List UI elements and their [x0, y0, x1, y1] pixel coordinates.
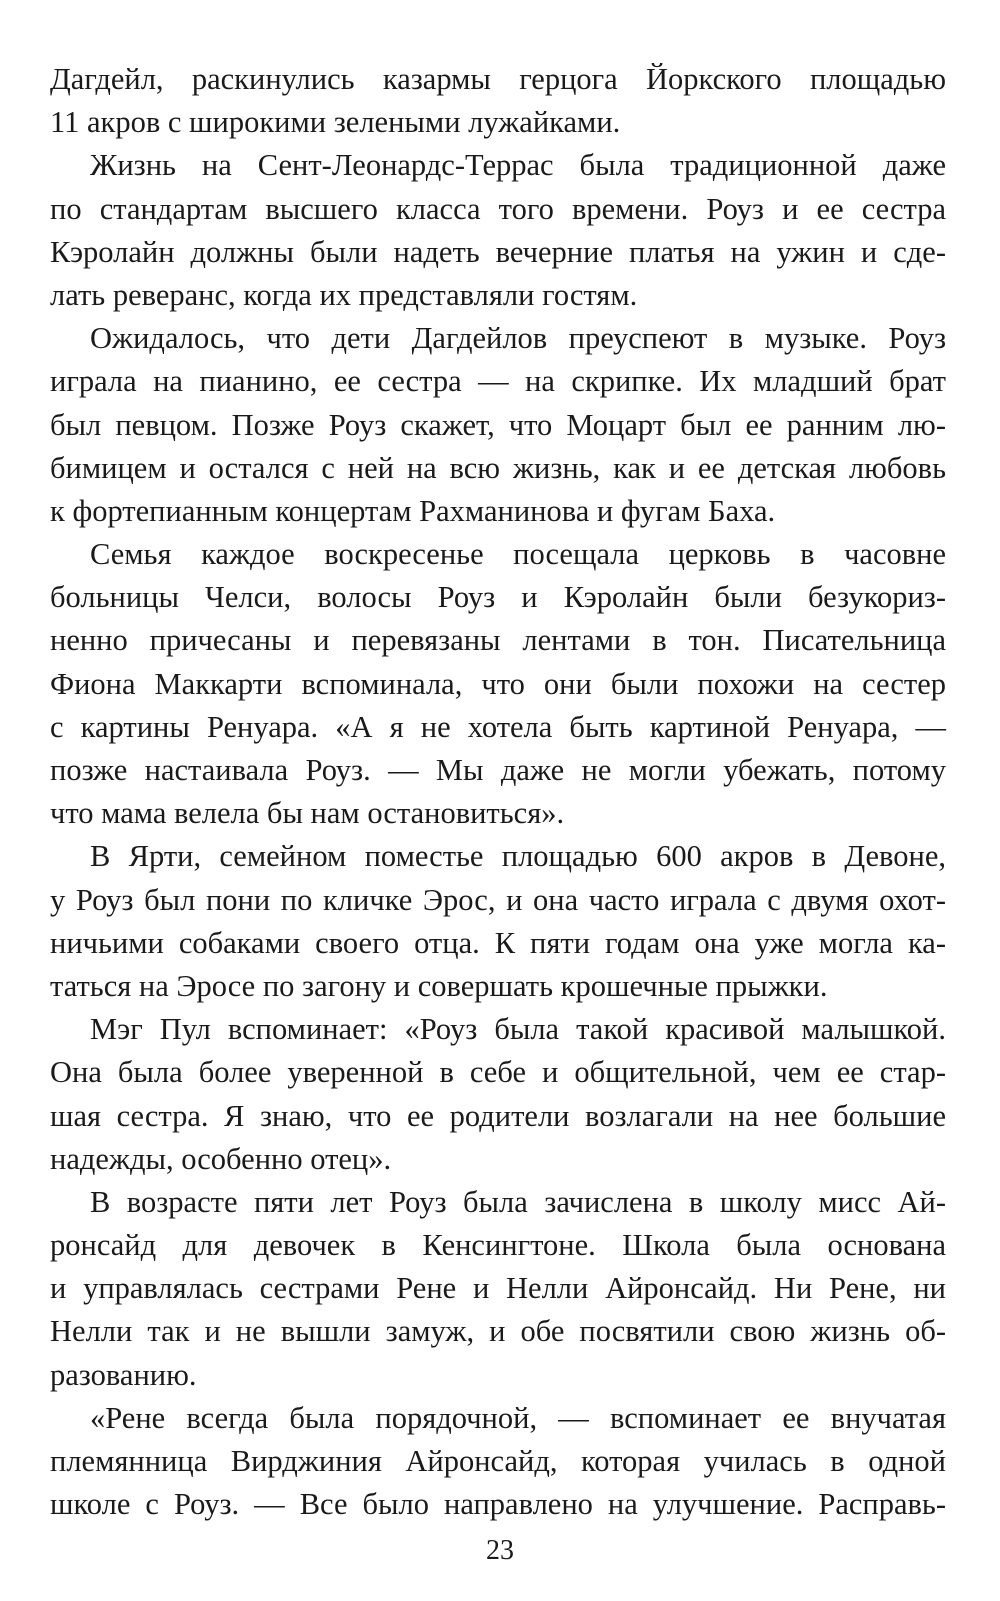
text-line: 11 акров с широкими зелеными лужайками. — [50, 105, 621, 140]
page-body — [50, 58, 946, 1526]
text-line: Ожидалось, что дети Дагдейлов преуспеют в музыке. Роуз — [90, 321, 946, 356]
text-line: по стандартам высшего класса того времени. Роуз и ее сестра — [50, 191, 946, 226]
text-line: В возрасте пяти лет Роуз была зачислена в школу мисс Ай- — [90, 1184, 946, 1219]
paragraph — [50, 1397, 946, 1527]
text-line: и управлялась сестрами Рене и Нелли Айронсайд. Ни Рене, ни — [50, 1271, 946, 1306]
text-line: шая сестра. Я знаю, что ее родители возлагали на нее большие — [50, 1098, 946, 1133]
text-line: с картины Ренуара. «А я не хотела быть картиной Ренуара, — — [50, 709, 946, 744]
text-line: ничьими собаками своего отца. К пяти годам она уже могла ка- — [50, 925, 946, 960]
paragraph — [50, 317, 946, 533]
text-line: что мама велела бы нам остановиться». — [50, 796, 565, 831]
text-line: был певцом. Позже Роуз скажет, что Моцарт был ее ранним лю- — [50, 407, 946, 442]
text-line: у Роуз был пони по кличке Эрос, и она часто играла с двумя охот- — [50, 882, 946, 917]
text-line: Она была более уверенной в себе и общительной, чем ее стар- — [50, 1055, 946, 1090]
text-line: «Рене всегда была порядочной, — вспоминает ее внучатая — [90, 1400, 946, 1435]
text-line: Кэролайн должны были надеть вечерние платья на ужин и сде- — [50, 234, 946, 269]
text-line: к фортепианным концертам Рахманинова и фугам Баха. — [50, 493, 776, 528]
text-line: ронсайд для девочек в Кенсингтоне. Школа была основана — [50, 1228, 946, 1263]
text-line: играла на пианино, ее сестра — на скрипке. Их младший брат — [50, 364, 946, 399]
text-line: надежды, особенно отец». — [50, 1141, 392, 1176]
text-line: В Ярти, семейном поместье площадью 600 акров в Девоне, — [90, 839, 946, 874]
text-line: школе с Роуз. — Все было направлено на улучшение. Расправь- — [50, 1487, 946, 1522]
paragraph — [50, 1008, 946, 1181]
text-line: ненно причесаны и перевязаны лентами в тон. Писательница — [50, 623, 946, 658]
text-line: Мэг Пул вспоминает: «Роуз была такой красивой малышкой. — [90, 1012, 946, 1047]
text-line: Фиона Маккарти вспоминала, что они были похожи на сестер — [50, 666, 946, 701]
text-line: разованию. — [50, 1357, 197, 1392]
paragraph — [50, 1181, 946, 1397]
text-line: Семья каждое воскресенье посещала церковь в часовне — [90, 537, 946, 572]
text-line: лать реверанс, когда их представляли гостям. — [50, 277, 638, 312]
text-line: позже настаивала Роуз. — Мы даже не могли убежать, потому — [50, 753, 946, 787]
paragraph — [50, 835, 946, 1008]
text-line: Жизнь на Сент-Леонардс-Террас была традиционной даже — [90, 148, 946, 183]
text-line: бимицем и остался с ней на всю жизнь, как и ее детская любовь — [50, 450, 946, 485]
text-line: таться на Эросе по загону и совершать крошечные прыжки. — [50, 968, 828, 1003]
text-line: Дагдейл, раскинулись казармы герцога Йоркского площадью — [50, 62, 946, 96]
paragraph — [50, 533, 946, 835]
text-line: племянница Вирджиния Айронсайд, которая училась в одной — [50, 1444, 946, 1478]
text-line: больницы Челси, волосы Роуз и Кэролайн были безукориз- — [50, 580, 946, 615]
text-line: Нелли так и не вышли замуж, и обе посвятили свою жизнь об- — [50, 1314, 946, 1349]
page-number: 23 — [486, 1535, 514, 1566]
paragraph — [50, 58, 946, 144]
paragraph — [50, 144, 946, 317]
